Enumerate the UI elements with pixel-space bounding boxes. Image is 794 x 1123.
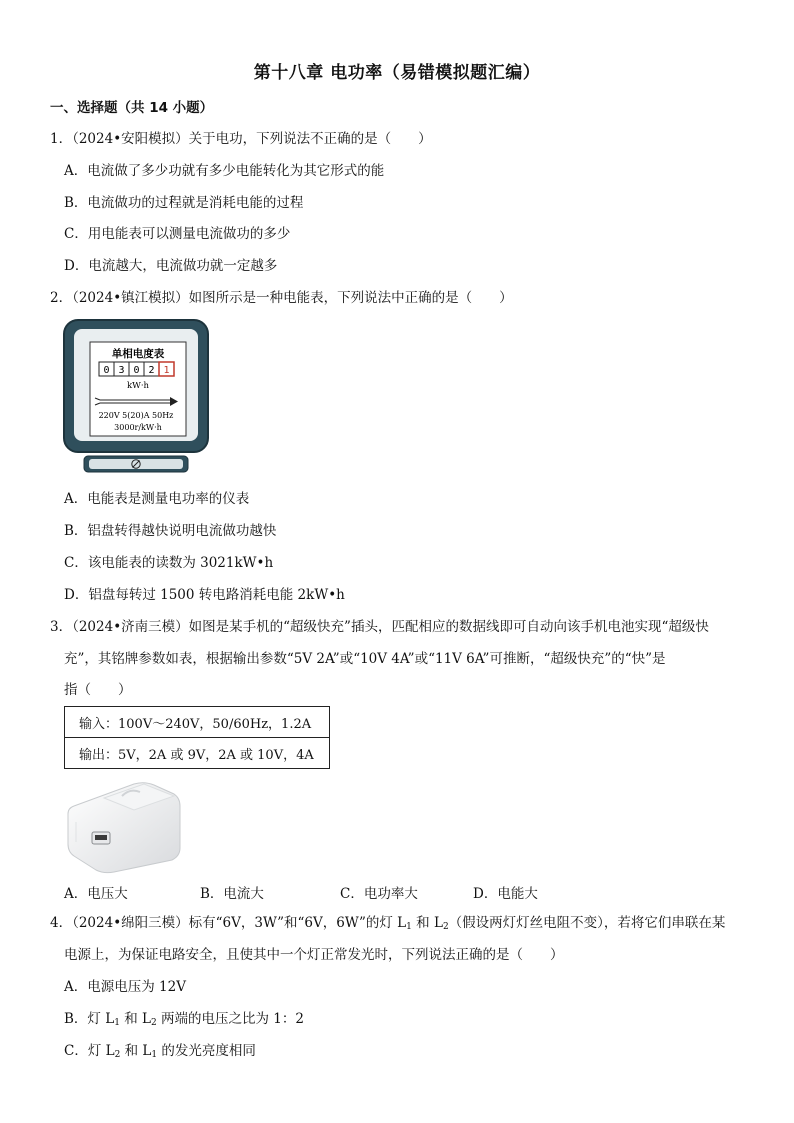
- q3-option-b: B．电流大: [200, 886, 264, 902]
- page-title: 第十八章 电功率（易错模拟题汇编）: [253, 63, 541, 83]
- q3-stem-line1: 3．（2024•济南三模）如图是某手机的“超级快充”插头，匹配相应的数据线即可自动向该手机电池实现“超级快: [50, 619, 709, 635]
- meter-digit-4: 2: [148, 365, 155, 376]
- meter-unit: kW·h: [126, 381, 150, 391]
- q1-stem: 1．（2024•安阳模拟）关于电功，下列说法不正确的是（ ）: [50, 131, 432, 147]
- q4-option-c: C．灯 $L_2$ 和 $L_1$ 的发光亮度相同: [64, 1043, 256, 1060]
- q2-option-b: B．铝盘转得越快说明电流做功越快: [64, 523, 277, 539]
- meter-digit-1: 0: [103, 365, 110, 376]
- spec-output-cell: 输出：5V，2A 或 9V，2A 或 10V，4A: [65, 738, 330, 769]
- q4-stem-line1: 4．（2024•绵阳三模）标有“6V，3W”和“6V，6W”的灯 $L_1$ 和 $L_2$（假设两灯灯丝电阻不变），若将它们串联在某: [50, 915, 726, 932]
- q4-option-a: A．电源电压为 12V: [64, 979, 186, 995]
- q2-option-d: D．铝盘每转过 1500 转电路消耗电能 2kW•h: [64, 587, 345, 603]
- q4-option-b: B．灯 $L_1$ 和 $L_2$ 两端的电压之比为 1：2: [64, 1011, 304, 1028]
- q2-option-c: C．该电能表的读数为 3021kW•h: [64, 555, 274, 571]
- meter-digit-5: 1: [163, 365, 170, 376]
- meter-digit-boxes: [99, 362, 174, 376]
- spec-input-cell: 输入：100V～240V，50/60Hz，1.2A: [65, 707, 330, 738]
- q3-option-d: D．电能大: [473, 886, 538, 902]
- meter-spec-rating: 220V 5(20)A 50Hz: [98, 411, 174, 420]
- section-heading: 一、选择题（共 14 小题）: [50, 100, 214, 116]
- q1-option-d: D．电流越大，电流做功就一定越多: [64, 258, 278, 274]
- meter-title: 单相电度表: [111, 348, 165, 360]
- q3-option-c: C．电功率大: [340, 886, 418, 902]
- fast-charger-photo: [64, 776, 182, 874]
- charger-spec-table: [64, 706, 330, 769]
- q1-option-c: C．用电能表可以测量电流做功的多少: [64, 226, 291, 242]
- q4-stem-line2: 电源上，为保证电路安全，且使其中一个灯正常发光时，下列说法正确的是（ ）: [64, 947, 564, 963]
- meter-digit-3: 0: [133, 365, 140, 376]
- q1-option-a: A．电流做了多少功就有多少电能转化为其它形式的能: [64, 163, 385, 179]
- q3-stem-line2: 充”，其铭牌参数如表，根据输出参数“5V 2A”或“10V 4A”或“11V 6A”可推断，“超级快充”的“快”是: [64, 651, 666, 667]
- meter-spec-constant: 3000r/kW·h: [114, 423, 162, 432]
- q3-option-a: A．电压大: [64, 886, 128, 902]
- q3-stem-line3: 指（ ）: [64, 682, 132, 698]
- q1-option-b: B．电流做功的过程就是消耗电能的过程: [64, 195, 304, 211]
- q2-option-a: A．电能表是测量电功率的仪表: [64, 491, 250, 507]
- meter-digit-2: 3: [118, 365, 125, 376]
- electric-meter-figure: [62, 318, 214, 476]
- q2-stem: 2．（2024•镇江模拟）如图所示是一种电能表，下列说法中正确的是（ ）: [50, 290, 513, 306]
